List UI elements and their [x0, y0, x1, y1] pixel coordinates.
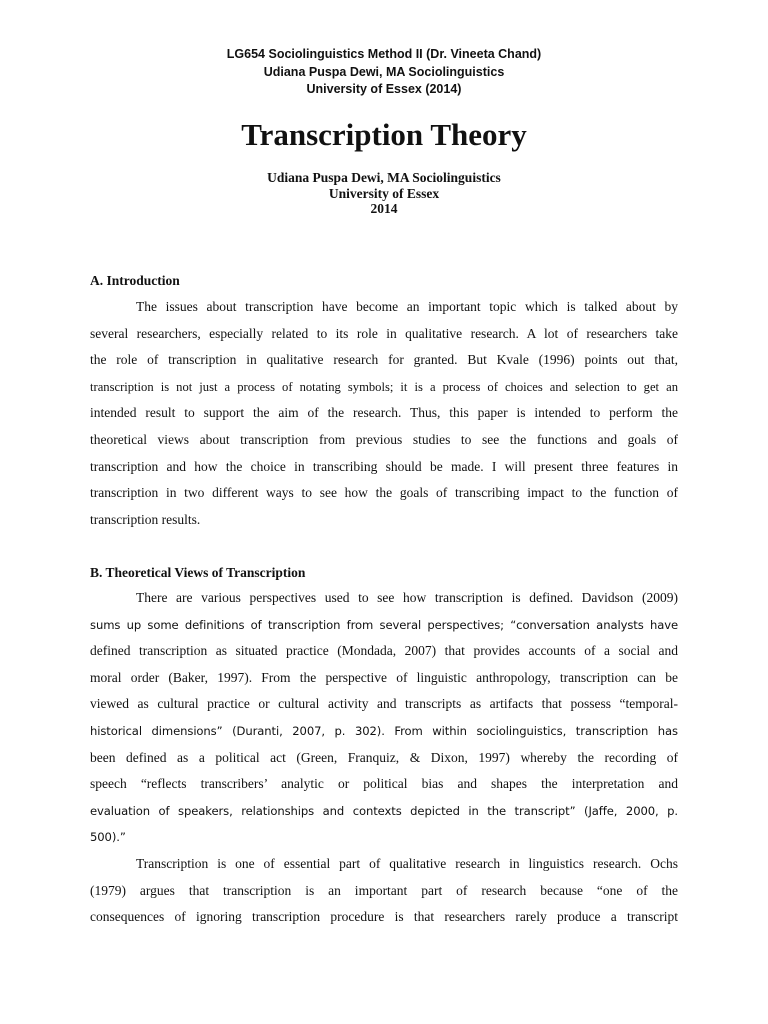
paragraph-line: (1979) argues that transcription is an important part of research because “one of the	[90, 882, 678, 898]
paragraph-line: transcription and how the choice in transcribing should be made. I will present three features in	[90, 458, 678, 474]
paragraph-line: intended result to support the aim of the research. Thus, this paper is intended to perform the	[90, 405, 678, 421]
paragraph-line: viewed as cultural practice or cultural activity and transcripts as artifacts that possess “temporal-	[90, 696, 678, 712]
paragraph-line: transcription results.	[90, 511, 201, 527]
section-heading-introduction: A. Introduction	[90, 273, 180, 288]
paragraph-line: 500).”	[90, 830, 126, 845]
byline-author: Udiana Puspa Dewi, MA Sociolinguistics	[267, 170, 501, 185]
paragraph-line: theoretical views about transcription from previous studies to see the functions and goals of	[90, 431, 678, 447]
section-heading-theoretical-views: B. Theoretical Views of Transcription	[90, 565, 306, 580]
paragraph-line: Transcription is one of essential part of qualitative research in linguistics research. Ochs	[136, 856, 678, 871]
paragraph-line: historical dimensions” (Duranti, 2007, p. 302). From within sociolinguistics, transcription has	[90, 723, 678, 738]
transcription-importance-paragraph	[90, 851, 678, 931]
byline-year: 2014	[370, 201, 398, 216]
author-byline	[0, 170, 768, 217]
paragraph-line: sums up some definitions of transcription from several perspectives; “conversation analysts have	[90, 617, 678, 632]
paragraph-line: The issues about transcription have become an important topic which is talked about by	[136, 299, 678, 314]
introduction-paragraph	[90, 294, 678, 533]
paragraph-line: the role of transcription in qualitative research for granted. But Kvale (1996) points out that,	[90, 352, 678, 368]
paragraph-line: speech “reflects transcribers’ analytic or political bias and shapes the interpretation and	[90, 776, 678, 792]
paragraph-line: several researchers, especially related to its role in qualitative research. A lot of researchers take	[90, 325, 678, 341]
paragraph-line: moral order (Baker, 1997). From the perspective of linguistic anthropology, transcription can be	[90, 669, 678, 685]
header-university-line: University of Essex (2014)	[306, 82, 462, 96]
byline-institution: University of Essex	[328, 185, 440, 201]
paragraph-line: consequences of ignoring transcription procedure is that researchers rarely produce a transcript	[90, 909, 678, 925]
paragraph-line: There are various perspectives used to see how transcription is defined. Davidson (2009)	[136, 590, 678, 605]
paragraph-line: transcription in two different ways to see how the goals of transcribing impact to the function of	[90, 485, 678, 501]
header-course-line: LG654 Sociolinguistics Method II (Dr. Vineeta Chand)	[226, 47, 542, 61]
paragraph-line: evaluation of speakers, relationships and contexts depicted in the transcript” (Jaffe, 2000, p.	[90, 803, 678, 818]
paragraph-line: been defined as a political act (Green, Franquiz, & Dixon, 1997) whereby the recording of	[90, 749, 678, 765]
header-author-line: Udiana Puspa Dewi, MA Sociolinguistics	[263, 64, 505, 79]
running-header	[0, 46, 768, 99]
document-title: Transcription Theory	[241, 117, 527, 152]
paragraph-line: defined transcription as situated practice (Mondada, 2007) that provides accounts of a social and	[90, 643, 678, 659]
theoretical-views-paragraph	[90, 585, 678, 851]
paragraph-line: transcription is not just a process of notating symbols; it is a process of choices and selection to get an	[90, 379, 678, 394]
